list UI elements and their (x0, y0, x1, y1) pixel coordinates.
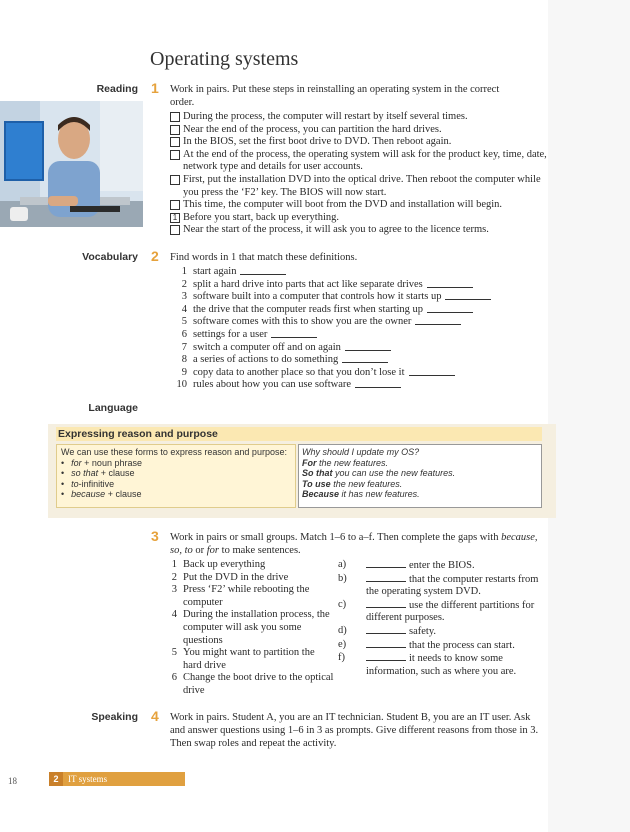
answer-gap[interactable] (366, 559, 406, 568)
unit-title: IT systems (68, 774, 108, 784)
step-order-box[interactable] (170, 125, 180, 135)
item-text: Change the boot drive to the optical drive (183, 672, 334, 696)
reading-step (170, 124, 550, 137)
step-order-box[interactable] (170, 225, 180, 235)
list-item (163, 647, 335, 672)
item-text: that the computer restarts from the operating system DVD. (366, 573, 539, 598)
instruction-text: Work in pairs or small groups. Match 1–6 to a–f. Then complete the gaps with (170, 532, 499, 543)
item-number: 6 (181, 328, 187, 340)
list-item (61, 468, 291, 479)
item-number: 4 (171, 609, 177, 621)
vocabulary-definitions-list (173, 266, 491, 392)
example-line (302, 479, 538, 490)
example-bold: Because (302, 489, 340, 500)
step-order-box[interactable]: 1 (170, 213, 180, 223)
definition-text: software comes with this to show you are the owner (193, 316, 412, 328)
instruction-italic: for (206, 545, 220, 556)
list-item (338, 652, 548, 678)
answer-gap[interactable] (445, 291, 491, 300)
item-number: 5 (181, 316, 187, 328)
definition-text: copy data to another place so that you don’t lose it (193, 366, 405, 378)
answer-gap[interactable] (271, 329, 317, 338)
answer-gap[interactable] (366, 625, 406, 634)
section-label-vocabulary: Vocabulary (82, 251, 138, 263)
definition-text: switch a computer off and on again (193, 341, 341, 353)
list-item (61, 458, 291, 469)
answer-gap[interactable] (366, 652, 406, 661)
answer-gap[interactable] (355, 379, 401, 388)
reading-steps-list (170, 111, 550, 237)
list-item (338, 639, 548, 653)
section-label-language: Language (88, 402, 138, 414)
form-rest: + clause (105, 489, 142, 500)
list-item (338, 599, 548, 625)
list-item (163, 609, 335, 647)
definition-text: split a hard drive into parts that act like separate drives (193, 278, 423, 290)
reading-step (170, 149, 550, 174)
item-letter: d) (338, 624, 347, 636)
example-bold: To use (302, 478, 331, 489)
item-text: safety. (409, 625, 437, 637)
list-item (338, 573, 548, 599)
item-text: During the installation process, the computer will ask you some questions (183, 609, 330, 646)
section-label-speaking: Speaking (91, 711, 138, 723)
definition-text: software built into a computer that controls how it starts up (193, 291, 442, 303)
answer-gap[interactable] (409, 367, 455, 376)
reading-step (170, 111, 550, 124)
item-text: it needs to know some information, such as where you are. (366, 653, 517, 677)
item-number: 2 (171, 571, 177, 583)
example-bold: For (302, 457, 317, 468)
answer-gap[interactable] (366, 639, 406, 648)
item-number: 7 (181, 341, 187, 353)
item-text: Put the DVD in the drive (183, 571, 289, 583)
list-item (173, 279, 491, 292)
answer-gap[interactable] (366, 599, 406, 608)
item-letter: f) (338, 652, 345, 664)
step-order-box[interactable] (170, 137, 180, 147)
item-number: 2 (181, 278, 187, 290)
item-number: 5 (171, 647, 177, 659)
speaking-instruction: Work in pairs. Student A, you are an IT technician. Student B, you are an IT user. Ask and answer questions using 1–6 in 3 as prompts. Give different reasons from those in 3. Then swap roles and repeat the activity. (170, 712, 539, 749)
answer-gap[interactable] (427, 279, 473, 288)
instruction-italic: because, so, to (170, 532, 538, 556)
item-text: enter the BIOS. (409, 560, 475, 571)
list-item (163, 584, 335, 609)
list-item (173, 266, 491, 279)
section-label-reading: Reading (96, 83, 138, 95)
item-letter: e) (338, 638, 347, 650)
item-number: 1 (181, 266, 187, 277)
answer-gap[interactable] (342, 354, 388, 363)
example-line (302, 458, 538, 469)
step-text: At the end of the process, the operating system will ask for the product key, time, date, network type and details for user accounts. (183, 148, 547, 173)
reading-step (170, 136, 550, 149)
list-item (163, 672, 335, 697)
list-item (163, 559, 335, 572)
item-number: 1 (171, 559, 177, 570)
definition-text: settings for a user (193, 328, 268, 340)
answer-gap[interactable] (415, 316, 461, 325)
item-number: 9 (181, 366, 187, 378)
step-text: Near the end of the process, you can partition the hard drives. (183, 123, 442, 135)
unit-number: 2 (49, 772, 63, 786)
example-line (302, 447, 538, 458)
vocabulary-instruction: Find words in 1 that match these definitions. (170, 252, 358, 263)
form-keyword: so that (71, 468, 99, 479)
step-text: This time, the computer will boot from the DVD and installation will begin. (183, 199, 503, 211)
answer-gap[interactable] (427, 304, 473, 313)
exercise-number-1: 1 (151, 80, 159, 96)
exercise3-right-column (338, 559, 548, 678)
form-rest: + noun phrase (81, 457, 142, 468)
item-number: 8 (181, 354, 187, 366)
language-examples-panel (298, 444, 542, 508)
form-rest: + clause (98, 468, 135, 479)
item-number: 4 (181, 303, 187, 315)
exercise-number-2: 2 (151, 248, 159, 264)
list-item (173, 329, 491, 342)
reading-instruction: Work in pairs. Put these steps in reinstalling an operating system in the correct order. (170, 84, 500, 108)
answer-gap[interactable] (345, 342, 391, 351)
step-order-box[interactable] (170, 150, 180, 160)
list-item (173, 367, 491, 380)
list-item (338, 559, 548, 573)
list-item (173, 379, 491, 392)
example-rest: Why should I update my OS? (302, 447, 420, 457)
reading-step (170, 224, 550, 237)
example-rest: the new features. (316, 457, 389, 468)
definition-text: the drive that the computer reads first when starting up (193, 303, 424, 315)
list-item (61, 489, 291, 500)
item-text: Back up everything (183, 559, 266, 570)
language-intro: We can use these forms to express reason and purpose: (61, 447, 287, 457)
page-edge-shade (548, 0, 630, 832)
step-text: Before you start, back up everything. (183, 211, 339, 223)
item-text: You might want to partition the hard drive (183, 647, 315, 671)
example-bold: So that (302, 468, 333, 479)
example-line (302, 489, 538, 500)
item-text: Press ‘F2’ while rebooting the computer (183, 584, 310, 608)
reading-step (170, 212, 550, 225)
instruction-text: to make sentences. (219, 545, 301, 556)
list-item (173, 354, 491, 367)
item-letter: c) (338, 598, 347, 610)
list-item (173, 291, 491, 304)
exercise-number-3: 3 (151, 528, 159, 544)
list-item (338, 625, 548, 639)
step-text: Near the start of the process, it will ask you to agree to the licence terms. (183, 224, 489, 236)
definition-text: a series of actions to do something (193, 354, 339, 366)
step-text: First, put the installation DVD into the optical drive. Then reboot the computer while you press the ‘F2’ key. The BIOS will now start. (183, 173, 541, 198)
answer-gap[interactable] (366, 573, 406, 582)
form-keyword: for (71, 457, 82, 468)
exercise3-instruction (170, 531, 545, 557)
exercise-number-4: 4 (151, 708, 159, 724)
list-item (173, 316, 491, 329)
form-rest: -infinitive (78, 478, 115, 489)
list-item (61, 479, 291, 490)
step-order-box[interactable] (170, 175, 180, 185)
item-number: 3 (181, 291, 187, 303)
example-line (302, 468, 538, 479)
item-text: that the process can start. (409, 639, 515, 651)
technician-photo (0, 101, 143, 227)
reading-step (170, 199, 550, 212)
example-rest: the new features. (330, 478, 403, 489)
item-letter: a) (338, 559, 347, 570)
step-text: During the process, the computer will restart by itself several times. (183, 111, 468, 122)
instruction-text: or (192, 545, 207, 556)
item-letter: b) (338, 572, 347, 584)
form-keyword: to (71, 478, 79, 489)
list-item (173, 304, 491, 317)
list-item (163, 572, 335, 585)
list-item (173, 342, 491, 355)
page-number: 18 (8, 776, 17, 786)
language-forms-panel (56, 444, 296, 508)
exercise3-left-column (163, 559, 335, 698)
item-text: use the different partitions for different purposes. (366, 599, 535, 624)
item-number: 3 (171, 584, 177, 596)
definition-text: start again (193, 266, 237, 277)
step-order-box[interactable] (170, 200, 180, 210)
example-rest: it has new features. (339, 489, 420, 500)
form-keyword: because (71, 489, 106, 500)
unit-footer-bar (49, 772, 185, 786)
example-rest: you can use the new features. (332, 468, 456, 479)
item-number: 10 (176, 379, 187, 391)
page-title: Operating systems (150, 48, 299, 70)
step-order-box[interactable] (170, 112, 180, 122)
item-number: 6 (171, 672, 177, 684)
language-box-title: Expressing reason and purpose (56, 427, 542, 441)
language-box (56, 427, 542, 511)
answer-gap[interactable] (240, 266, 286, 275)
reading-step (170, 174, 550, 199)
step-text: In the BIOS, set the first boot drive to DVD. Then reboot again. (183, 136, 452, 148)
definition-text: rules about how you can use software (193, 379, 352, 391)
